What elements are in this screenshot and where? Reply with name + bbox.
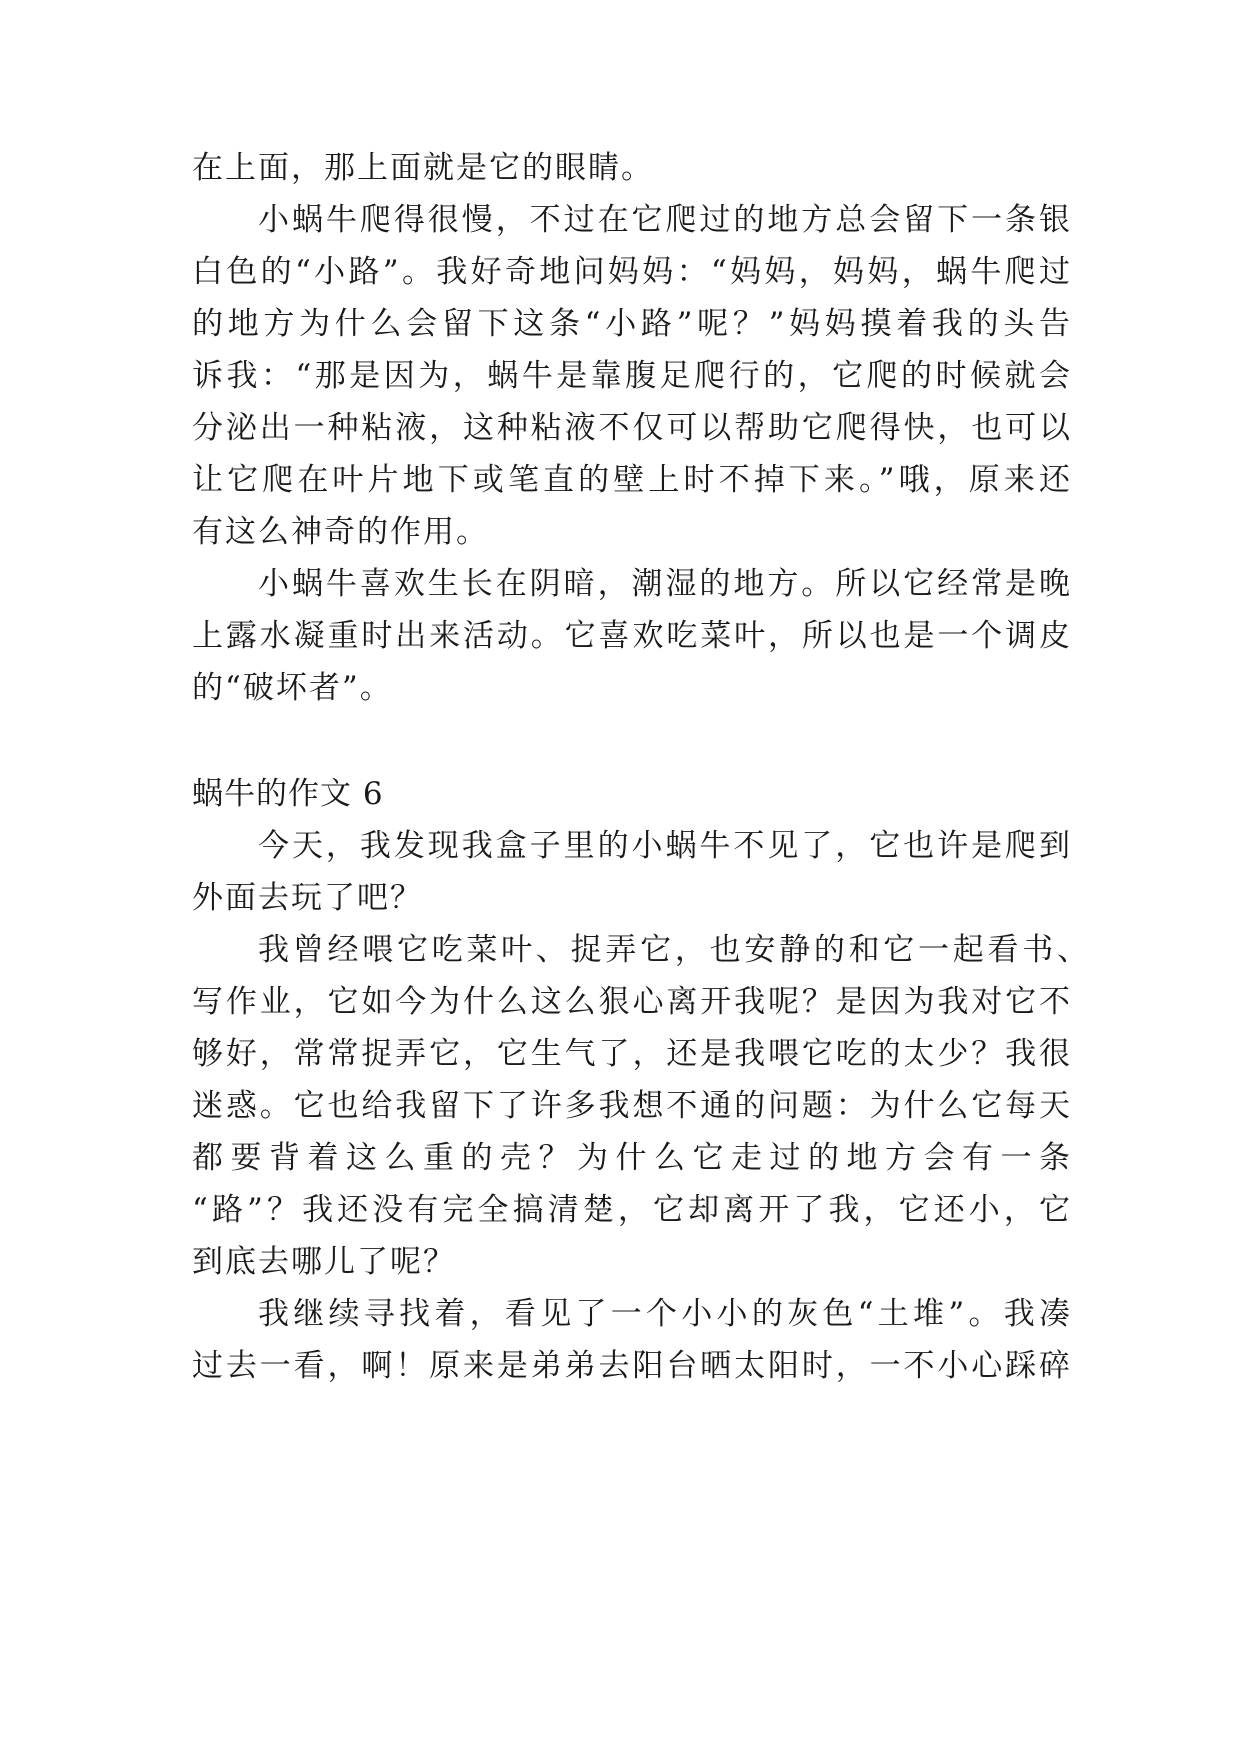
text-line: 过去一看，啊！原来是弟弟去阳台晒太阳时，一不小心踩碎 <box>192 1348 1072 1384</box>
text-line: 写作业，它如今为什么这么狠心离开我呢？是因为我对它不 <box>192 984 1072 1020</box>
text-line: 迷惑。它也给我留下了许多我想不通的问题：为什么它每天 <box>192 1088 1072 1124</box>
text-line: 够好，常常捉弄它，它生气了，还是我喂它吃的太少？我很 <box>192 1036 1072 1072</box>
paragraph-first-line: 今天，我发现我盒子里的小蜗牛不见了，它也许是爬到 <box>258 828 1072 864</box>
text-line: “路”？我还没有完全搞清楚，它却离开了我，它还小，它 <box>192 1192 1072 1228</box>
text-line: 分泌出一种粘液，这种粘液不仅可以帮助它爬得快，也可以 <box>192 410 1072 446</box>
text-line: 都要背着这么重的壳？为什么它走过的地方会有一条 <box>192 1140 1072 1176</box>
paragraph-first-line: 小蜗牛喜欢生长在阴暗，潮湿的地方。所以它经常是晚 <box>258 566 1072 602</box>
paragraph-first-line: 小蜗牛爬得很慢，不过在它爬过的地方总会留下一条银 <box>258 202 1072 238</box>
text-line: 的地方为什么会留下这条“小路”呢？”妈妈摸着我的头告 <box>192 306 1072 342</box>
paragraph-first-line: 我曾经喂它吃菜叶、捉弄它，也安静的和它一起看书、 <box>258 932 1090 968</box>
text-line: 诉我：“那是因为，蜗牛是靠腹足爬行的，它爬的时候就会 <box>192 358 1072 394</box>
text-line: 在上面，那上面就是它的眼睛。 <box>192 150 654 186</box>
section-heading: 蜗牛的作文 6 <box>192 776 384 812</box>
paragraph-first-line: 我继续寻找着，看见了一个小小的灰色“土堆”。我凑 <box>258 1296 1072 1332</box>
text-line: 外面去玩了吧？ <box>192 880 423 916</box>
text-line: 白色的“小路”。我好奇地问妈妈：“妈妈，妈妈，蜗牛爬过 <box>192 254 1072 290</box>
text-line: 上露水凝重时出来活动。它喜欢吃菜叶，所以也是一个调皮 <box>192 618 1072 654</box>
text-line: 到底去哪儿了呢？ <box>192 1244 456 1280</box>
text-line: 让它爬在叶片地下或笔直的壁上时不掉下来。”哦，原来还 <box>192 462 1072 498</box>
text-line: 有这么神奇的作用。 <box>192 514 489 550</box>
text-line: 的“破坏者”。 <box>192 670 393 706</box>
